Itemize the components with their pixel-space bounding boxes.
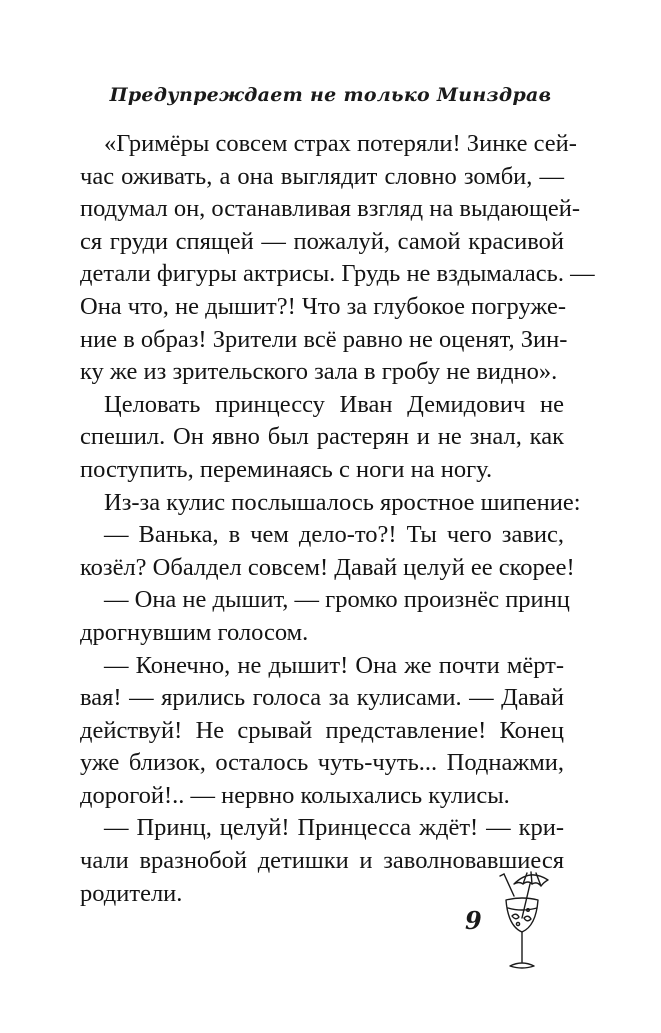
text-line: Из-за кулис послышалось яростное шипение:: [104, 488, 581, 516]
text-line: — Она не дышит, — громко произнёс принц: [104, 586, 570, 614]
text-line: — Ванька, в чем дело-то?! Ты чего завис,: [104, 521, 564, 549]
text-line: подумал он, останавливая взгляд на выдающей-: [80, 195, 581, 223]
text-line: ку же из зрительского зала в гробу не видно».: [80, 358, 558, 386]
wine-glass-umbrella-icon: [492, 866, 562, 981]
text-line: час оживать, а она выглядит словно зомби, —: [80, 162, 564, 190]
text-line: родители.: [80, 879, 183, 907]
text-line: — Принц, целуй! Принцесса ждёт! — кри-: [104, 814, 564, 842]
text-line: уже близок, осталось чуть-чуть... Поднажми,: [80, 749, 564, 777]
text-line: дрогнувшим голосом.: [80, 618, 309, 646]
text-line: — Конечно, не дышит! Она же почти мёрт-: [104, 651, 564, 679]
text-line: вая! — ярились голоса за кулисами. — Давай: [80, 684, 564, 712]
text-line: спешил. Он явно был растерян и не знал, как: [80, 423, 564, 451]
text-line: Целовать принцессу Иван Демидович не: [104, 390, 564, 418]
page-number: 9: [465, 906, 482, 935]
text-line: козёл? Обалдел совсем! Давай целуй ее скорее!: [80, 553, 575, 581]
running-header: Предупреждает не только Минздрав: [109, 84, 552, 106]
text-line: поступить, переминаясь с ноги на ногу.: [80, 455, 493, 483]
text-line: детали фигуры актрисы. Грудь не вздымалась. —: [80, 260, 595, 288]
text-line: чали вразнобой детишки и заволновавшиеся: [80, 847, 564, 875]
body-text: [80, 128, 595, 910]
text-line: «Гримёры совсем страх потеряли! Зинке сей-: [104, 130, 577, 157]
text-line: дорогой!.. — нервно колыхались кулисы.: [80, 781, 510, 809]
text-line: ние в образ! Зрители всё равно не оценят, Зин-: [80, 325, 568, 353]
text-line: ся груди спящей — пожалуй, самой красивой: [80, 227, 564, 255]
text-line: Она что, не дышит?! Что за глубокое погруже-: [80, 292, 567, 320]
text-line: действуй! Не срывай представление! Конец: [80, 716, 564, 744]
